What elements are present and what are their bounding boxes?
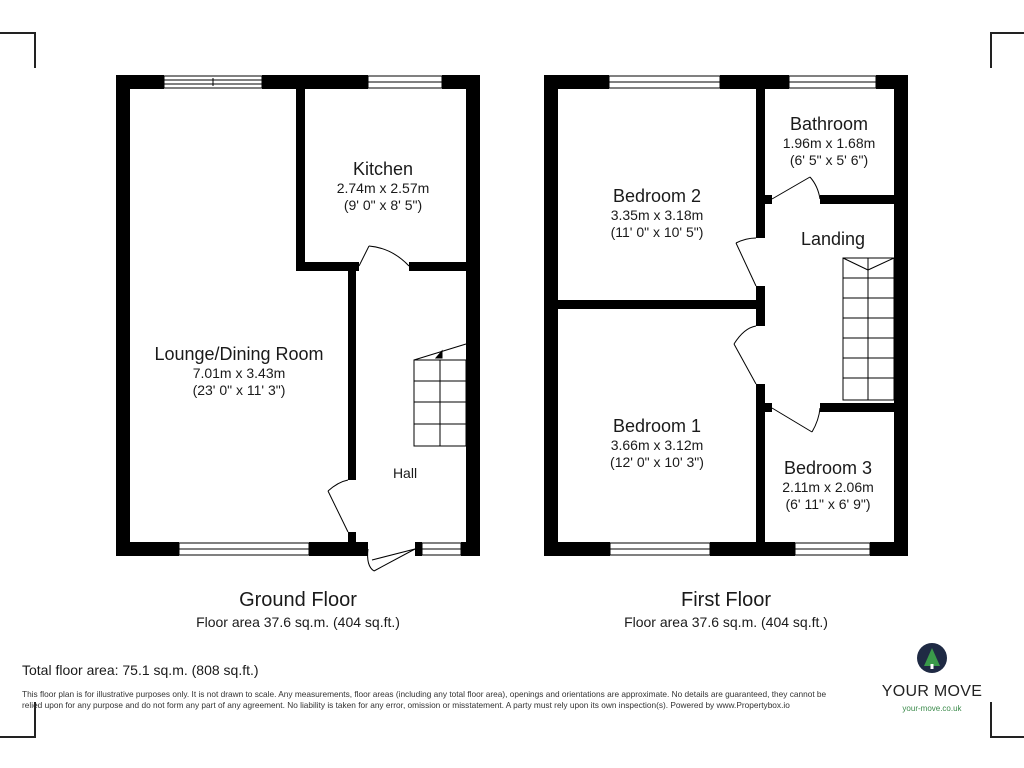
floor-area: Floor area 37.6 sq.m. (404 sq.ft.) (196, 614, 400, 630)
brand-logo (872, 642, 992, 713)
room-name: Bedroom 2 (612, 186, 702, 206)
ground-floor-walls (116, 75, 480, 556)
floor-area: Floor area 37.6 sq.m. (404 sq.ft.) (624, 614, 828, 630)
room-name: Bedroom 3 (783, 458, 873, 478)
room-label-hall (393, 465, 417, 482)
room-label-bathroom (783, 113, 876, 169)
room-dimensions-imperial: (6' 11" x 6' 9") (785, 496, 871, 512)
room-dimensions-metric: 3.66m x 3.12m (610, 437, 704, 453)
location-pin-tree-icon (915, 642, 949, 676)
ground-floor-doors (328, 246, 418, 571)
room-dimensions-metric: 2.74m x 2.57m (336, 180, 430, 196)
room-label-bedroom-3 (782, 457, 874, 513)
ground-floor-title (196, 587, 400, 631)
room-dimensions-imperial: (9' 0" x 8' 5") (343, 197, 423, 213)
room-dimensions-metric: 2.11m x 2.06m (782, 479, 874, 495)
room-dimensions-metric: 7.01m x 3.43m (192, 365, 286, 381)
room-dimensions-imperial: (6' 5" x 5' 6") (789, 152, 869, 168)
floor-name: First Floor (681, 589, 771, 611)
room-dimensions-imperial: (12' 0" x 10' 3") (610, 454, 704, 470)
room-dimensions-metric: 3.35m x 3.18m (610, 207, 704, 223)
room-label-kitchen (337, 158, 430, 214)
disclaimer-text: This floor plan is for illustrative purposes only. It is not drawn to scale. Any measurements, floor areas (including any total floor area), openings and orientations are approximate. No details are guaranteed, they cannot be relied upon for any purpose and do not form any part of any agreement. No liability is taken for any error, omission or misstatement. A party must rely upon its own inspection(s). Powered by www.Propertybox.io (22, 689, 827, 710)
room-label-lounge-dining (154, 343, 323, 399)
room-name: Lounge/Dining Room (154, 344, 324, 364)
room-dimensions-metric: 1.96m x 1.68m (782, 135, 876, 151)
room-label-landing (801, 228, 865, 250)
room-name: Landing (800, 229, 866, 249)
room-label-bedroom-1 (610, 415, 704, 471)
room-name: Hall (392, 465, 418, 481)
first-floor-title (624, 587, 828, 631)
first-floor-stairs (843, 258, 894, 400)
floor-name: Ground Floor (239, 589, 357, 611)
room-dimensions-imperial: (23' 0" x 11' 3") (192, 382, 286, 398)
room-name: Bathroom (789, 114, 869, 134)
ground-floor-windows (164, 76, 461, 555)
room-label-bedroom-2 (611, 185, 704, 241)
room-name: Bedroom 1 (612, 416, 702, 436)
ground-floor-stairs (414, 344, 466, 446)
room-name: Kitchen (352, 159, 414, 179)
room-dimensions-imperial: (11' 0" x 10' 5") (610, 224, 704, 240)
brand-name: YOUR MOVE (881, 683, 983, 700)
brand-url: your-move.co.uk (902, 704, 962, 713)
total-floor-area: Total floor area: 75.1 sq.m. (808 sq.ft.) (22, 662, 259, 678)
